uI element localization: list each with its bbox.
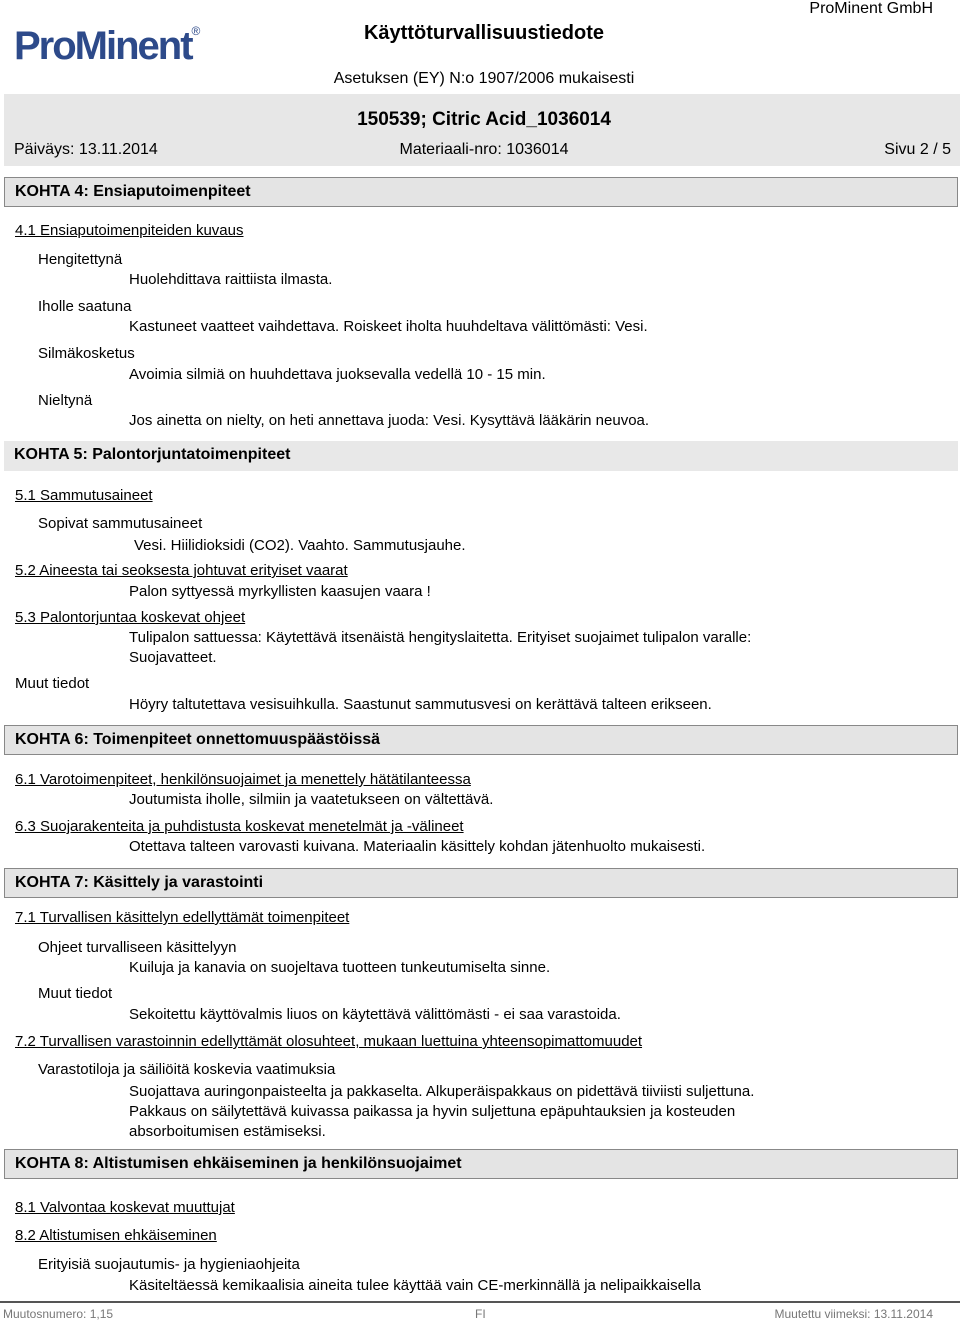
logo-registered-mark: ®	[191, 24, 201, 38]
extinguishing-media-label: Sopivat sammutusaineet	[38, 515, 203, 532]
firefighter-advice-line-2: Suojavatteet.	[129, 649, 217, 666]
hygiene-measures-label: Erityisiä suojautumis- ja hygieniaohjeita	[38, 1256, 300, 1273]
containment-text: Otettava talteen varovasti kuivana. Materiaalin käsittely kohdan jätenhuolto mukaisesti.	[129, 838, 706, 855]
last-modified-date: Muutettu viimeksi: 13.11.2014	[774, 1307, 933, 1321]
storage-text-line-2: Pakkaus on säilytettävä kuivassa paikassa ja hyvin suljettuna epäpuhtauksien ja kosteuden	[129, 1103, 736, 1120]
storage-text-line-1: Suojattava auringonpaisteelta ja pakkaselta. Alkuperäispakkaus on pidettävä tiiviisti suljettuna.	[129, 1083, 755, 1100]
fire-other-info-text: Höyry taltutettava vesisuihkulla. Saastunut sammutusvesi on kerättävä talteen erikseen.	[129, 696, 712, 713]
issue-date: Päiväys: 13.11.2014	[14, 141, 158, 158]
section-8-heading: KOHTA 8: Altistumisen ehkäiseminen ja henkilönsuojaimet	[15, 1155, 462, 1172]
footer-divider	[0, 1301, 960, 1303]
page-number: Sivu 2 / 5	[884, 141, 951, 158]
subsection-7-1-heading: 7.1 Turvallisen käsittelyn edellyttämät toimenpiteet	[15, 909, 350, 926]
safe-handling-text: Kuiluja ja kanavia on suojeltava tuotteen tunkeutumiselta sinne.	[129, 959, 551, 976]
subsection-6-1-heading: 6.1 Varotoimenpiteet, henkilönsuojaimet ja menettely hätätilanteessa	[15, 771, 471, 788]
handling-other-info-text: Sekoitettu käyttövalmis liuos on käytettävä välittömästi - ei saa varastoida.	[129, 1006, 621, 1023]
section-4-bar	[4, 177, 958, 207]
fire-other-info-label: Muut tiedot	[15, 675, 90, 692]
subsection-8-1-heading: 8.1 Valvontaa koskevat muuttujat	[15, 1199, 235, 1216]
safe-handling-label: Ohjeet turvalliseen käsittelyyn	[38, 939, 237, 956]
material-number: Materiaali-nro: 1036014	[399, 141, 569, 158]
document-title: Käyttöturvallisuustiedote	[363, 22, 605, 44]
precautions-text: Joutumista iholle, silmiin ja vaatetukseen on vältettävä.	[129, 791, 494, 808]
skin-contact-label: Iholle saatuna	[38, 298, 132, 315]
skin-contact-text: Kastuneet vaatteet vaihdettava. Roiskeet iholta huuhdeltava välittömästi: Vesi.	[129, 318, 648, 335]
inhalation-label: Hengitettynä	[38, 251, 123, 268]
section-6-bar	[4, 725, 958, 755]
subsection-4-1-heading: 4.1 Ensiaputoimenpiteiden kuvaus	[15, 222, 244, 239]
eye-contact-label: Silmäkosketus	[38, 345, 135, 362]
section-5-heading: KOHTA 5: Palontorjuntatoimenpiteet	[14, 446, 291, 463]
company-name: ProMinent GmbH	[809, 0, 933, 17]
language-code: FI	[475, 1307, 486, 1321]
logo-wordmark: ProMinent	[14, 24, 192, 68]
section-7-heading: KOHTA 7: Käsittely ja varastointi	[15, 874, 264, 891]
storage-requirements-label: Varastotiloja ja säiliöitä koskevia vaatimuksia	[38, 1061, 336, 1078]
section-6-heading: KOHTA 6: Toimenpiteet onnettomuuspäästöissä	[15, 731, 381, 748]
subsection-5-1-heading: 5.1 Sammutusaineet	[15, 487, 153, 504]
section-5-bar	[4, 441, 958, 471]
special-hazard-text: Palon syttyessä myrkyllisten kaasujen vaara !	[129, 583, 431, 600]
eye-contact-text: Avoimia silmiä on huuhdettava juoksevalla vedellä 10 - 15 min.	[129, 366, 546, 383]
handling-other-info-label: Muut tiedot	[38, 985, 113, 1002]
inhalation-text: Huolehdittava raittiista ilmasta.	[129, 271, 333, 288]
regulation-subtitle: Asetuksen (EY) N:o 1907/2006 mukaisesti	[333, 70, 635, 87]
subsection-6-3-heading: 6.3 Suojarakenteita ja puhdistusta koskevat menetelmät ja -välineet	[15, 818, 464, 835]
hygiene-measures-text: Käsiteltäessä kemikaalisia aineita tulee käyttää vain CE-merkinnällä ja nelipaikkaisella	[129, 1277, 701, 1294]
subsection-5-2-heading: 5.2 Aineesta tai seoksesta johtuvat erityiset vaarat	[15, 562, 348, 579]
firefighter-advice-line-1: Tulipalon sattuessa: Käytettävä itsenäistä hengityslaitetta. Erityiset suojaimet tulipalon varalle:	[129, 629, 752, 646]
subsection-5-3-heading: 5.3 Palontorjuntaa koskevat ohjeet	[15, 609, 246, 626]
product-name: 150539; Citric Acid_1036014	[357, 109, 611, 130]
extinguishing-media-text: Vesi. Hiilidioksidi (CO2). Vaahto. Sammutusjauhe.	[134, 537, 466, 554]
subsection-8-2-heading: 8.2 Altistumisen ehkäiseminen	[15, 1227, 217, 1244]
section-4-heading: KOHTA 4: Ensiaputoimenpiteet	[15, 183, 251, 200]
ingestion-text: Jos ainetta on nielty, on heti annettava juoda: Vesi. Kysyttävä lääkärin neuvoa.	[129, 412, 650, 429]
subsection-7-2-heading: 7.2 Turvallisen varastoinnin edellyttämät olosuhteet, mukaan luettuina yhteensopimattomuudet	[15, 1033, 643, 1050]
storage-text-line-3: absorboitumisen estämiseksi.	[129, 1123, 326, 1140]
section-8-bar	[4, 1149, 958, 1179]
ingestion-label: Nieltynä	[38, 392, 93, 409]
revision-number: Muutosnumero: 1,15	[3, 1307, 114, 1321]
section-7-bar	[4, 868, 958, 898]
